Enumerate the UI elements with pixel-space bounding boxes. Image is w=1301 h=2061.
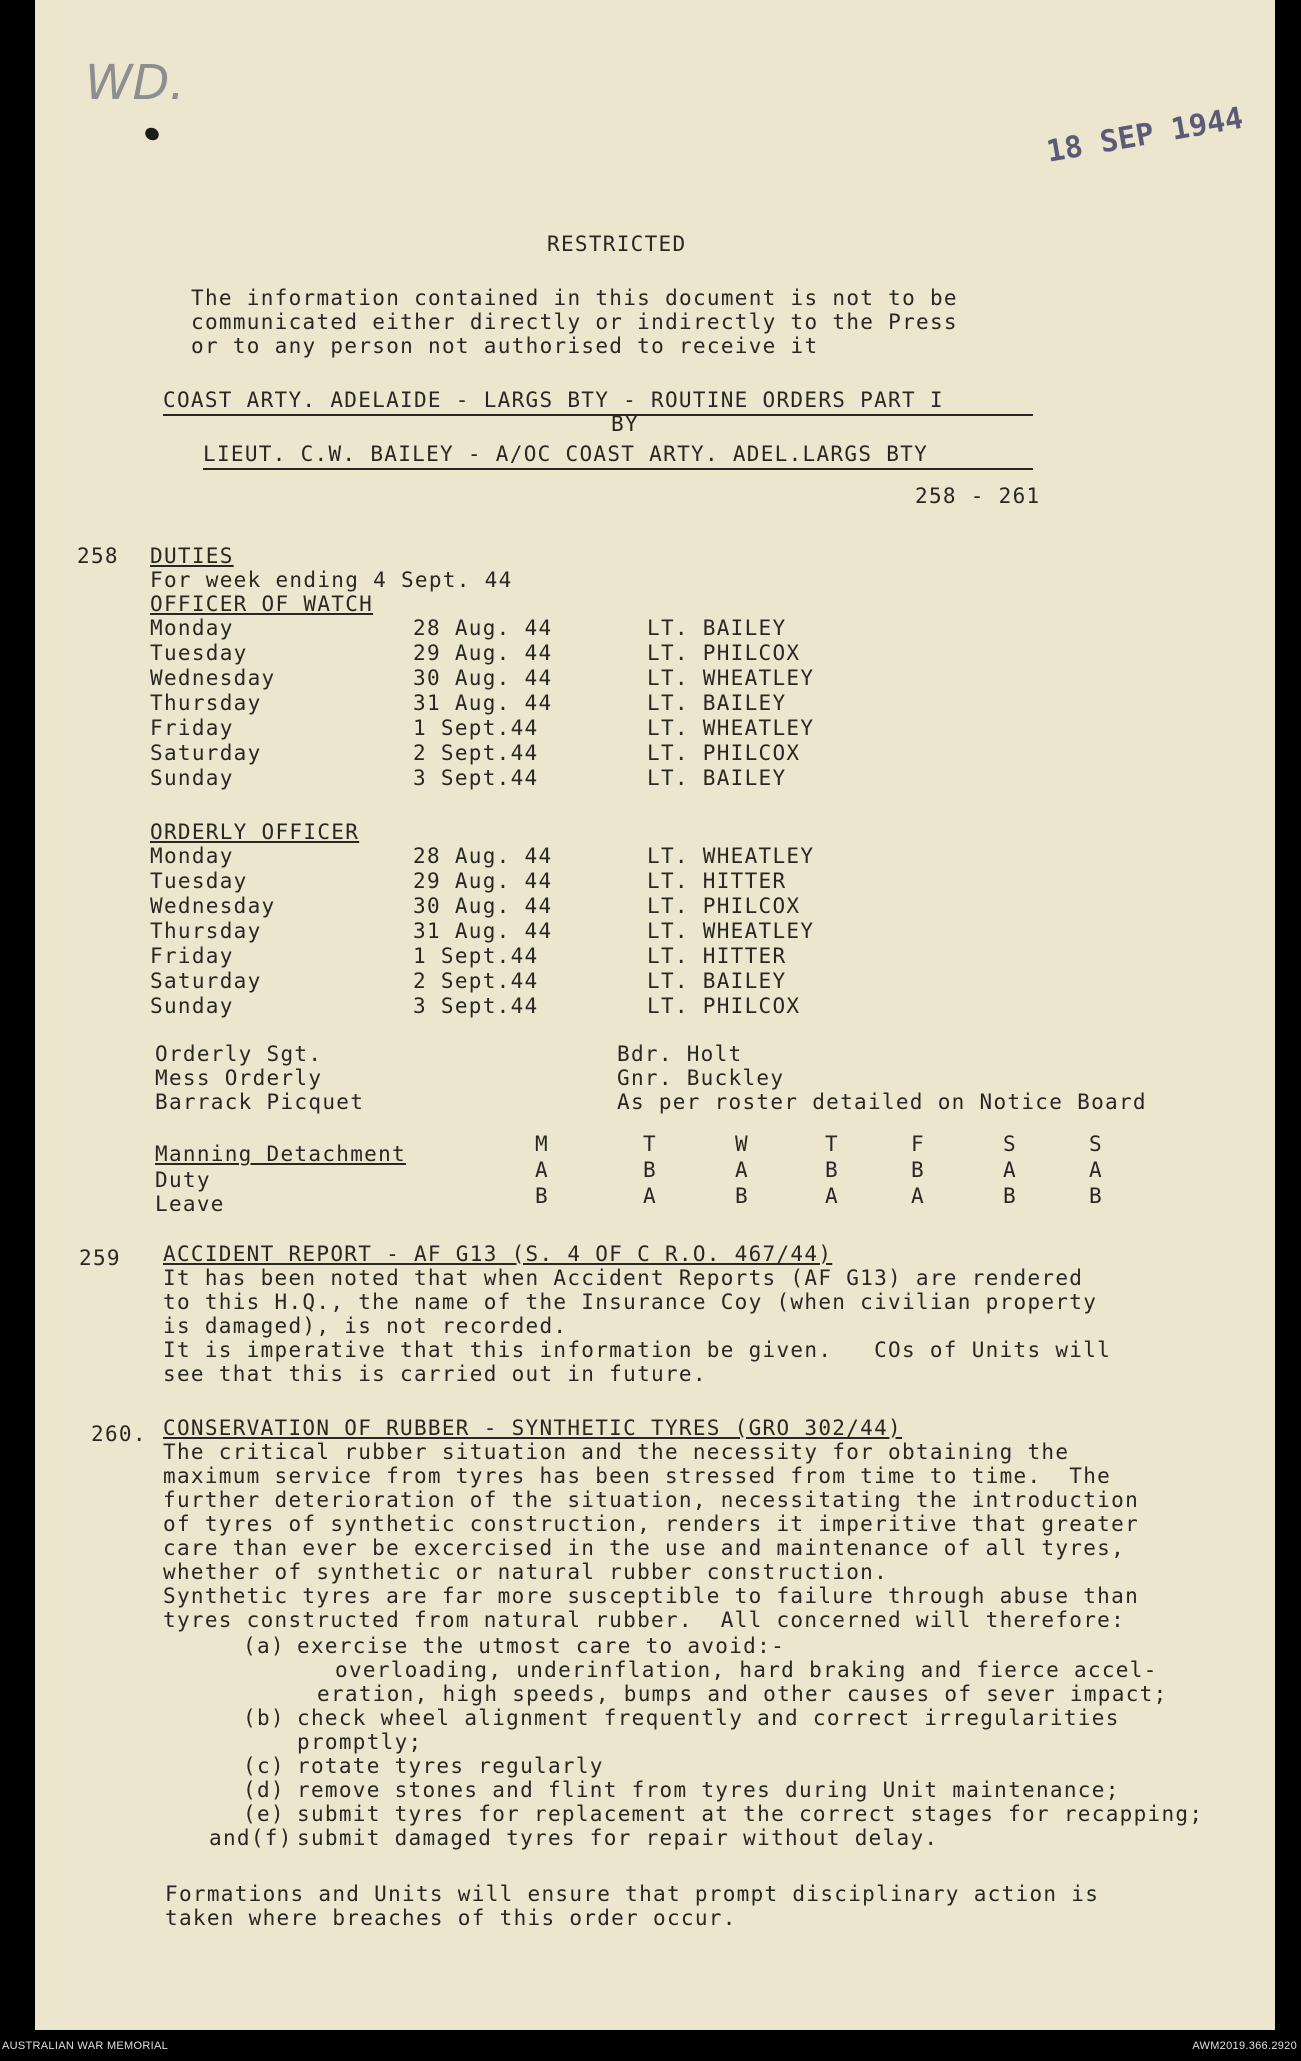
list-item: rotate tyres regularly — [297, 1754, 604, 1778]
list-item: submit tyres for replacement at the correct stages for recapping; — [297, 1802, 1204, 1826]
day-cell: Monday — [150, 844, 234, 868]
footer-left: AUSTRALIAN WAR MEMORIAL — [2, 2040, 169, 2052]
day-cell: Tuesday — [150, 869, 248, 893]
duty-row — [35, 1066, 1275, 1092]
date-cell: 29 Aug. 44 — [413, 641, 553, 665]
body-line: It is imperative that this information be given. COs of Units will — [163, 1338, 1112, 1362]
day-cell: Saturday — [150, 969, 262, 993]
date-cell: 30 Aug. 44 — [413, 894, 553, 918]
week-ending: For week ending 4 Sept. 44 — [150, 568, 513, 592]
day-cell: Thursday — [150, 919, 262, 943]
body-line: of tyres of synthetic construction, renders it imperitive that greater — [163, 1512, 1140, 1536]
duty-row — [35, 944, 1275, 970]
list-item: check wheel alignment frequently and correct irregularities — [297, 1706, 1120, 1730]
duty-role: Barrack Picquet — [155, 1090, 365, 1114]
day-cell: Monday — [150, 616, 234, 640]
leave-value: B — [735, 1184, 749, 1208]
closing-line: Formations and Units will ensure that prompt disciplinary action is — [165, 1882, 1100, 1906]
day-header: T — [825, 1132, 839, 1156]
footer-right: AWM2019.366.2920 — [1192, 2040, 1297, 2052]
duty-value: A — [1089, 1158, 1103, 1182]
duty-row — [35, 766, 1275, 792]
officer-cell: LT. BAILEY — [647, 616, 787, 640]
duty-row — [35, 1090, 1275, 1116]
day-header: F — [911, 1132, 925, 1156]
officer-cell: LT. BAILEY — [647, 766, 787, 790]
manning-title: Manning Detachment — [155, 1142, 406, 1166]
duty-value: B — [825, 1158, 839, 1182]
officer-cell: LT. WHEATLEY — [647, 919, 815, 943]
day-cell: Thursday — [150, 691, 262, 715]
body-line: It has been noted that when Accident Reports (AF G13) are rendered — [163, 1266, 1084, 1290]
notice-line: The information contained in this document is not to be — [191, 286, 958, 310]
officer-cell: LT. WHEATLEY — [647, 844, 815, 868]
heading-line-1: COAST ARTY. ADELAIDE - LARGS BTY - ROUTINE ORDERS PART I — [163, 388, 944, 412]
day-header: W — [735, 1132, 749, 1156]
list-marker: and(f) — [209, 1826, 293, 1850]
date-cell: 1 Sept.44 — [413, 944, 539, 968]
leave-value: A — [825, 1184, 839, 1208]
day-header: S — [1089, 1132, 1103, 1156]
body-line: to this H.Q., the name of the Insurance Coy (when civilian property — [163, 1290, 1098, 1314]
duty-role: Orderly Sgt. — [155, 1042, 323, 1066]
body-line: The critical rubber situation and the necessity for obtaining the — [163, 1440, 1070, 1464]
duty-assignee: Bdr. Holt — [617, 1042, 743, 1066]
date-cell: 1 Sept.44 — [413, 716, 539, 740]
duty-row — [35, 1042, 1275, 1068]
document-page — [35, 0, 1275, 2030]
date-cell: 28 Aug. 44 — [413, 616, 553, 640]
date-cell: 3 Sept.44 — [413, 994, 539, 1018]
officer-cell: LT. PHILCOX — [647, 641, 801, 665]
day-cell: Sunday — [150, 994, 234, 1018]
duty-row — [35, 616, 1275, 642]
notice-line: or to any person not authorised to receive it — [191, 334, 819, 358]
officer-of-watch-title: OFFICER OF WATCH — [150, 592, 374, 616]
day-cell: Wednesday — [150, 894, 276, 918]
duty-value: B — [911, 1158, 925, 1182]
item-number: 260. — [91, 1422, 147, 1446]
list-item: overloading, underinflation, hard braking and fierce accel- — [335, 1658, 1158, 1682]
duty-role: Mess Orderly — [155, 1066, 323, 1090]
date-stamp: 18 SEP 1944 — [1043, 100, 1246, 170]
leave-value: B — [535, 1184, 549, 1208]
list-item: eration, high speeds, bumps and other causes of sever impact; — [317, 1682, 1168, 1706]
body-line: tyres constructed from natural rubber. All concerned will therefore: — [163, 1608, 1126, 1632]
body-line: further deterioration of the situation, necessitating the introduction — [163, 1488, 1140, 1512]
leave-value: B — [1003, 1184, 1017, 1208]
duty-row — [35, 641, 1275, 667]
list-marker: (b) — [243, 1706, 285, 1730]
item-number: 259 — [79, 1246, 121, 1270]
date-cell: 31 Aug. 44 — [413, 691, 553, 715]
date-cell: 2 Sept.44 — [413, 741, 539, 765]
duty-row — [35, 716, 1275, 742]
list-marker: (a) — [243, 1634, 285, 1658]
duty-value: A — [735, 1158, 749, 1182]
duties-title: DUTIES — [150, 544, 234, 568]
day-header: S — [1003, 1132, 1017, 1156]
duty-row — [35, 666, 1275, 692]
item-title: CONSERVATION OF RUBBER - SYNTHETIC TYRES (GRO 302/44) — [163, 1416, 902, 1440]
list-item: submit damaged tyres for repair without delay. — [297, 1826, 939, 1850]
officer-cell: LT. WHEATLEY — [647, 716, 815, 740]
duty-assignee: Gnr. Buckley — [617, 1066, 785, 1090]
duty-assignee: As per roster detailed on Notice Board — [617, 1090, 1147, 1114]
date-cell: 28 Aug. 44 — [413, 844, 553, 868]
ink-mark — [143, 125, 161, 142]
list-item: exercise the utmost care to avoid:- — [297, 1634, 786, 1658]
day-cell: Friday — [150, 716, 234, 740]
item-title: ACCIDENT REPORT - AF G13 (S. 4 OF C R.O. 467/44) — [163, 1242, 833, 1266]
heading-line-2: LIEUT. C.W. BAILEY - A/OC COAST ARTY. ADEL.LARGS BTY — [203, 442, 929, 466]
day-cell: Sunday — [150, 766, 234, 790]
heading-rule — [203, 468, 1033, 470]
list-item: remove stones and flint from tyres during Unit maintenance; — [297, 1778, 1120, 1802]
body-line: care than ever be excercised in the use and maintenance of all tyres, — [163, 1536, 1126, 1560]
duty-value: A — [1003, 1158, 1017, 1182]
duty-row — [35, 741, 1275, 767]
body-line: see that this is carried out in future. — [163, 1362, 707, 1386]
officer-cell: LT. PHILCOX — [647, 741, 801, 765]
duty-value: A — [535, 1158, 549, 1182]
body-line: whether of synthetic or natural rubber construction. — [163, 1560, 889, 1584]
day-cell: Tuesday — [150, 641, 248, 665]
duty-value: B — [643, 1158, 657, 1182]
handwritten-annotation: WD. — [85, 55, 185, 111]
duty-row — [35, 691, 1275, 717]
leave-value: A — [911, 1184, 925, 1208]
list-marker: (e) — [243, 1802, 285, 1826]
date-cell: 29 Aug. 44 — [413, 869, 553, 893]
day-cell: Wednesday — [150, 666, 276, 690]
body-line: Synthetic tyres are far more susceptible to failure through abuse than — [163, 1584, 1140, 1608]
list-marker: (c) — [243, 1754, 285, 1778]
duty-row — [35, 969, 1275, 995]
duty-row — [35, 919, 1275, 945]
notice-line: communicated either directly or indirectly to the Press — [191, 310, 958, 334]
closing-line: taken where breaches of this order occur. — [165, 1906, 737, 1930]
day-header: T — [643, 1132, 657, 1156]
leave-value: A — [643, 1184, 657, 1208]
officer-cell: LT. PHILCOX — [647, 994, 801, 1018]
officer-cell: LT. WHEATLEY — [647, 666, 815, 690]
day-cell: Friday — [150, 944, 234, 968]
heading-rule — [163, 414, 1033, 416]
officer-cell: LT. HITTER — [647, 944, 787, 968]
day-cell: Saturday — [150, 741, 262, 765]
duty-row — [35, 844, 1275, 870]
order-range: 258 - 261 — [915, 484, 1041, 508]
orderly-officer-title: ORDERLY OFFICER — [150, 820, 360, 844]
officer-cell: LT. HITTER — [647, 869, 787, 893]
date-cell: 30 Aug. 44 — [413, 666, 553, 690]
list-marker: (d) — [243, 1778, 285, 1802]
body-line: is damaged), is not recorded. — [163, 1314, 568, 1338]
date-cell: 3 Sept.44 — [413, 766, 539, 790]
date-cell: 2 Sept.44 — [413, 969, 539, 993]
officer-cell: LT. BAILEY — [647, 969, 787, 993]
day-header: M — [535, 1132, 549, 1156]
list-item: promptly; — [297, 1730, 423, 1754]
leave-value: B — [1089, 1184, 1103, 1208]
body-line: maximum service from tyres has been stressed from time to time. The — [163, 1464, 1112, 1488]
officer-cell: LT. PHILCOX — [647, 894, 801, 918]
duty-row — [35, 994, 1275, 1020]
duty-row — [35, 894, 1275, 920]
duty-row — [35, 869, 1275, 895]
item-number: 258 — [77, 544, 119, 568]
officer-cell: LT. BAILEY — [647, 691, 787, 715]
manning-duty-label: Duty — [155, 1168, 211, 1192]
manning-leave-label: Leave — [155, 1192, 225, 1216]
restricted-label: RESTRICTED — [547, 232, 687, 256]
heading-by: BY — [611, 412, 639, 436]
date-cell: 31 Aug. 44 — [413, 919, 553, 943]
